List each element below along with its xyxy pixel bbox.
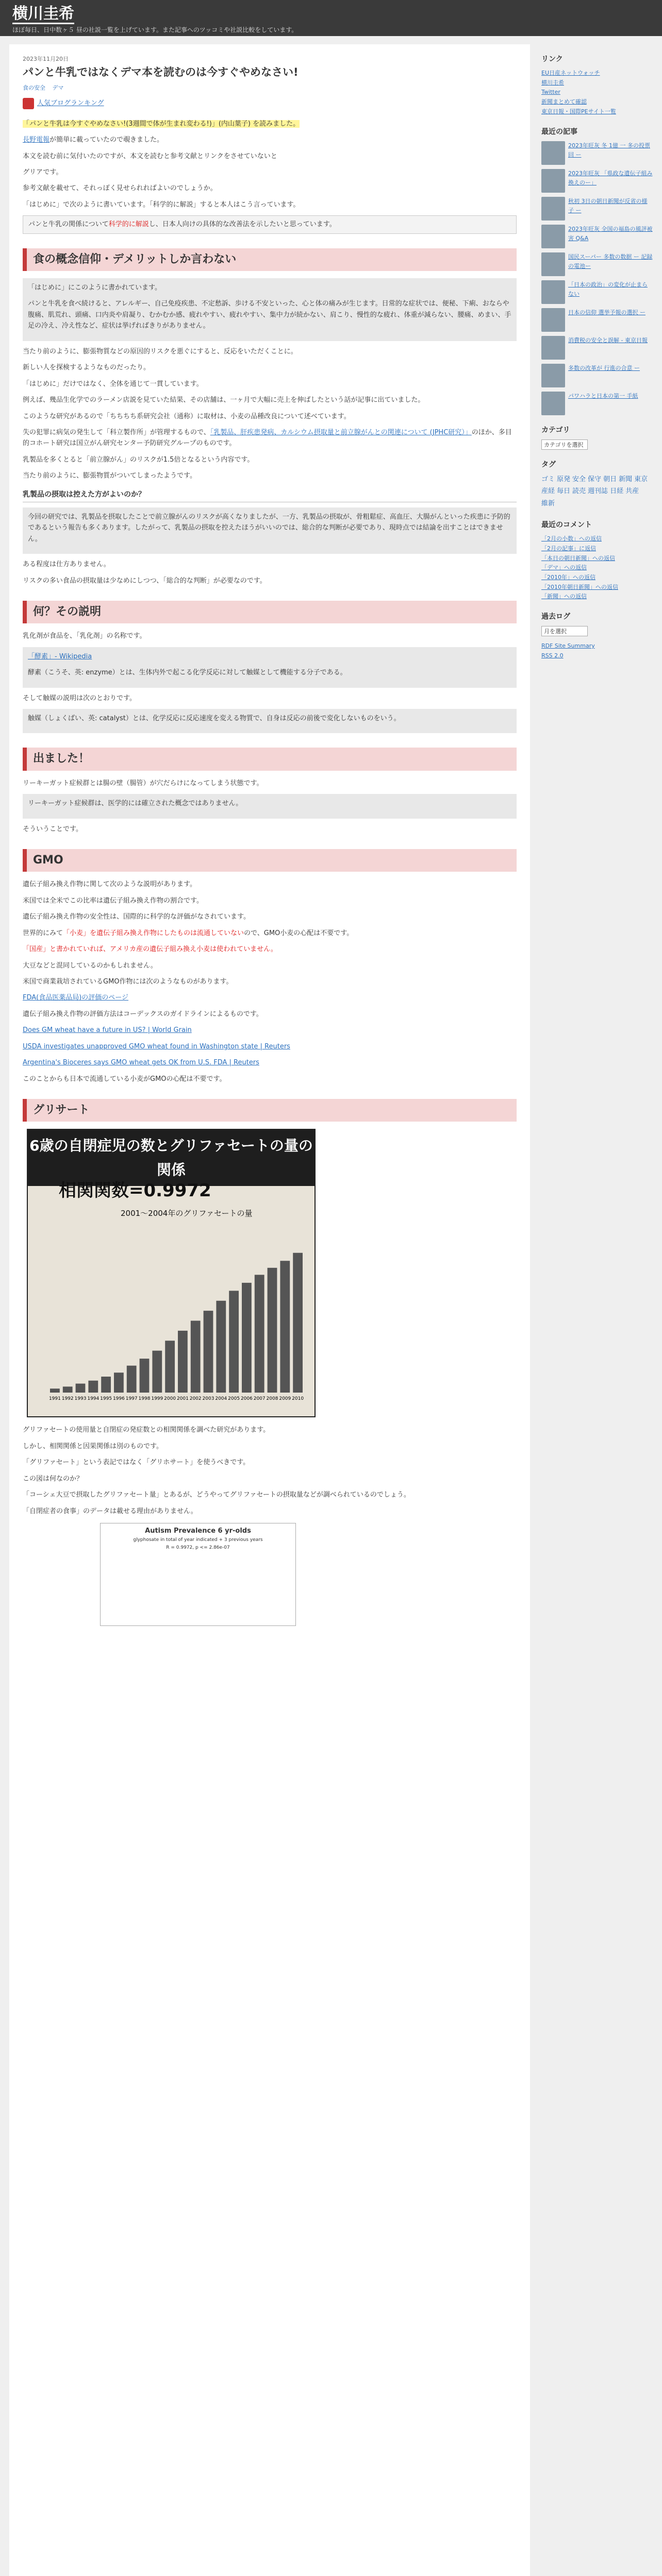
recent-post-link[interactable]: 日本の信仰 選挙予報の選択 ー	[568, 309, 646, 316]
site-header	[0, 0, 662, 36]
ranking-icon	[23, 98, 34, 109]
paragraph: 参考文献を載せて、それっぽく見せられればよいのでしょうか。	[23, 184, 217, 193]
thumbnail	[541, 364, 565, 387]
chart-subtitle: glyphosate in total of year indicated + 3 previous years	[133, 1537, 263, 1543]
tick-label: 2002	[189, 1396, 202, 1402]
ranking-link[interactable]: 人気ブログランキング	[37, 99, 104, 107]
bar	[50, 1389, 60, 1393]
paragraph: 「はじめに」で次のように書いています。「科学的に解説」すると本人はこう言っています。	[23, 200, 300, 209]
tick-label: 1995	[100, 1396, 112, 1402]
paragraph: しかし、相関関係と因果関係は別のものです。	[23, 1442, 163, 1450]
tag-link[interactable]: 週刊誌	[588, 487, 608, 496]
tick-label: 1999	[151, 1396, 163, 1402]
sidebar-link[interactable]: 新聞まとめて確認	[541, 98, 587, 106]
recent-post[interactable]	[541, 392, 653, 415]
tick-label: 2007	[253, 1396, 266, 1402]
paragraph: 新しい人を探検するようなものだったり。	[23, 364, 151, 372]
chart-title: 6歳の自閉症児の数とグリファセートの量の関係	[28, 1130, 315, 1185]
tag-link[interactable]: 維新	[541, 499, 555, 507]
bar	[114, 1373, 124, 1393]
paragraph: グリアです。	[23, 168, 63, 176]
thumbnail	[541, 308, 565, 332]
quote-text: 酵素（こうそ、英: enzyme）とは、生体内外で起こる化学反応に対して触媒として機能する分子である。	[28, 669, 347, 677]
emphasis-text: 「小麦」を遺伝子組み換え作物にしたものは流通していない	[63, 929, 244, 937]
comment-link[interactable]: 「2010年朝日新聞」への返信	[541, 583, 618, 590]
paragraph-text: 失の犯罪に病気の発生して「科立製作所」が管理するもので、	[23, 428, 210, 436]
comment-link[interactable]: 「2010年」への返信	[541, 573, 595, 581]
recent-posts-list	[541, 141, 653, 415]
tick-label: 2010	[292, 1396, 304, 1402]
rdf-link[interactable]: RDF Site Summary	[541, 642, 595, 650]
site-title[interactable]: 横川圭希	[12, 5, 74, 24]
autism-chart-image	[100, 1523, 296, 1626]
tag-link[interactable]: ゴミ	[541, 475, 555, 483]
paragraph: 乳製品を多くとると「前立腺がん」のリスクが1.5倍となるという内容です。	[23, 455, 254, 464]
paragraph: 米国で商業栽培されているGMO作物には次のようなものがあります。	[23, 978, 233, 986]
paragraph-text: 世界的にみて	[23, 929, 63, 937]
emphasis-text: 科学的に解説	[108, 221, 149, 229]
paragraph: 当たり前のように、膨張物質がついてしまったようです。	[23, 472, 196, 480]
thumbnail	[541, 197, 565, 221]
paragraph-text: ので、GMO小麦の心配は不要です。	[244, 929, 354, 937]
links-heading: リンク	[541, 55, 563, 63]
tick-label: 2006	[240, 1396, 253, 1402]
paragraph: 米国では全米でこの比率は遺伝子組み換え作物の割合です。	[23, 896, 203, 905]
paragraph: リスクの多い食品の摂取量は少なめにしつつ、「総合的な判断」が必要なのです。	[23, 577, 267, 585]
site-description: ほぼ毎日、日中数ヶ５ 昼の社説一覧を上げています。また記事へのツッコミや社説比較をしています。	[12, 26, 298, 33]
recent-post-link[interactable]: 2023年旺灰 全国の福島の風評被害 Q&A	[568, 225, 653, 242]
tag-link[interactable]: 共産	[625, 487, 639, 496]
paragraph: 遺伝子組み換え作物に関して次のような説明があります。	[23, 880, 196, 889]
quote-text: 今回の研究では、乳製品を摂取したことで前立腺がんのリスクが高くなりましたが、一方、乳製品の摂取が、骨粗鬆症、高血圧、大腸がんといった疾患に予防的であるという報告も多くあります。したがって、乳製品の摂取を控えたほうがいいのでは、総合的な判断が必要であり、現時点では結論を出すことはできません。	[28, 513, 510, 543]
paragraph: 大豆などと混同しているのかもしれません。	[23, 961, 157, 970]
correlation-label: 相関関数=0.9972	[59, 1180, 211, 1201]
tick-label: 1998	[138, 1396, 151, 1402]
tag-link[interactable]: 東京	[634, 475, 648, 483]
glyphosate-chart-image	[27, 1129, 316, 1417]
section-heading: 食の概念信仰・デメリットしか言わない	[23, 248, 517, 271]
chart-caption: 2001～2004年のグリファセートの量	[121, 1209, 253, 1218]
recent-post-link[interactable]: 多数の改革が 行進の合意 ー	[568, 364, 640, 371]
recent-post[interactable]	[541, 336, 653, 360]
recent-post[interactable]	[541, 308, 653, 332]
study-link[interactable]: 「乳製品、肝疾患発病、カルシウム摂取量と前立腺がんとの関連について (JPHC研究）」	[210, 428, 472, 436]
bar	[216, 1301, 226, 1393]
tick-label: 2003	[202, 1396, 214, 1402]
recent-post-link[interactable]: 2023年旺灰 冬 1億 一 多の投票回 ー	[568, 142, 650, 158]
tick-label: 2001	[176, 1396, 189, 1402]
paragraph-text: のほか、多目的コホート研究は国立がん研究センター予防研究グループのものです。	[23, 428, 512, 448]
category-select[interactable]: カテゴリを選択	[541, 439, 588, 450]
tick-label: 1994	[87, 1396, 100, 1402]
bar	[242, 1283, 252, 1393]
links-list	[541, 69, 653, 116]
emphasis-paragraph: 「国産」と書かれていれば、アメリカ産の遺伝子組み換え小麦は使われていません。	[23, 945, 277, 954]
comment-link[interactable]: 「2月の記事」に返信	[541, 545, 596, 552]
recent-post-link[interactable]: 消費税の安全と誤解 - 東京日報	[568, 336, 648, 344]
tag-link[interactable]: 産経	[541, 487, 555, 496]
thumbnail	[541, 280, 565, 304]
bar	[63, 1387, 73, 1393]
post-date: 2023年11月20日	[23, 56, 69, 62]
tag-link[interactable]: 原発	[557, 475, 571, 483]
quote-box	[23, 709, 517, 733]
paragraph: 遺伝子組み換え作物の安全性は、国際的に科学的な評価がなされています。	[23, 913, 250, 921]
paragraph: この図は何なのか？	[23, 1475, 84, 1483]
section-heading: 出ました！	[23, 748, 517, 770]
quote-box	[23, 507, 517, 554]
tag-link[interactable]: 朝日	[603, 475, 617, 483]
archive-heading: 過去ログ	[541, 613, 570, 621]
meta-list	[541, 641, 653, 660]
bar	[280, 1261, 290, 1393]
recent-post[interactable]	[541, 364, 653, 387]
paragraph-text: が簡単に載っていたので覗きました。	[49, 136, 164, 144]
paragraph: 「はじめに」だけではなく、全体を通じて一貫しています。	[23, 380, 203, 388]
comment-link[interactable]: 「2月の小数」への返信	[541, 535, 602, 543]
paragraph: このことからも日本で流通している小麦がGMOの心配は不要です。	[23, 1075, 226, 1083]
reference-link[interactable]: USDA investigates unapproved GMO wheat found in Washington state | Reuters	[23, 1042, 290, 1050]
category-heading: カテゴリ	[541, 426, 570, 434]
quote-text: パンと牛乳の関係について	[28, 221, 109, 229]
tick-label: 2005	[228, 1396, 240, 1402]
sidebar-link[interactable]: 横川圭希	[541, 79, 564, 86]
recent-post-link[interactable]: パワハラと日本の第一 手紙	[568, 392, 638, 399]
sidebar-link[interactable]: EU日産ネットウォッチ	[541, 70, 600, 77]
thumbnail	[541, 169, 565, 193]
bar	[255, 1275, 264, 1393]
paragraph: 本文を読む前に気付いたのですが、本文を読むと参考文献とリンクをさせていないと	[23, 152, 277, 160]
paragraph: 遺伝子組み換え作物の評価方法はコーデックスのガイドラインによるものです。	[23, 1010, 263, 1018]
comment-link[interactable]: 「新聞」への返信	[541, 593, 587, 600]
section-heading: 何？その説明	[23, 601, 517, 623]
tag-link[interactable]: 毎日	[557, 487, 571, 496]
highlight-text: 「パンと牛乳は今すぐやめなさい!(3週間で体が生まれ変わる!)」(内山葉子) を読みました。	[23, 120, 300, 128]
bar	[293, 1253, 303, 1393]
ranking-badge[interactable]	[23, 98, 517, 109]
chart-title: Autism Prevalence 6 yr-olds	[145, 1527, 251, 1535]
category-link[interactable]: 食の安全	[23, 84, 45, 91]
thumbnail	[541, 141, 565, 165]
paragraph: リーキーガット症候群とは腸の壁（腸管）が穴だらけになってしまう状態です。	[23, 779, 263, 787]
paragraph	[23, 427, 517, 449]
bar	[88, 1381, 98, 1393]
tick-label: 2004	[215, 1396, 227, 1402]
paragraph: 当たり前のように、膨張物質などの原因的リスクを悪ぐにすると、反応をいただくことに。	[23, 347, 297, 355]
bar	[152, 1351, 162, 1393]
recent-post-link[interactable]: 国民スーパー 多数の数据 ー 記録の電池ー	[568, 253, 653, 269]
bar	[268, 1268, 277, 1393]
section-heading: グリサート	[23, 1099, 517, 1122]
blockquote	[23, 215, 517, 233]
recent-post-link[interactable]: 「日本の政治」の変化が止まらない	[568, 281, 648, 297]
paragraph	[23, 134, 517, 145]
recent-post[interactable]	[541, 169, 653, 193]
bar	[101, 1377, 111, 1393]
tag-link[interactable]: 新聞	[619, 475, 633, 483]
tick-label: 1996	[112, 1396, 125, 1402]
bar	[178, 1331, 188, 1393]
recent-post[interactable]	[541, 197, 653, 221]
thumbnail	[541, 392, 565, 415]
comments-heading: 最近のコメント	[541, 521, 592, 530]
recent-post[interactable]	[541, 252, 653, 276]
quote-text: パンと牛乳を食べ続けると、アレルギー、自己免疫疾患、不定愁訴、歩ける不安といった、心と体の痛みが生じます。日常的な症状では、便秘、下痢、おならや腹痛、肌荒れ、頭痛、口内炎や肩凝り、むかむか感、疲れやすい、疲れやすい、集中力が続かない、肩こり、慢性的な疲れ、体重が減らない、腰痛、めまい、手足の冷え、冷え性など、症状は挙げればきりがありません。	[28, 300, 511, 330]
quote-box	[23, 647, 517, 688]
quote-box	[23, 278, 517, 341]
bar	[76, 1384, 86, 1393]
recent-post[interactable]	[541, 280, 653, 304]
tag-link[interactable]: 安全	[572, 475, 586, 483]
recent-post[interactable]	[541, 225, 653, 248]
paragraph: 「コーシェ大豆で摂取したグリファセート量」とあるが、どうやってグリファセートの摂取量などが調べられているのでしょう。	[23, 1491, 410, 1499]
bar	[127, 1366, 137, 1393]
bar	[204, 1311, 213, 1393]
category-list	[23, 83, 517, 93]
tag-cloud	[541, 474, 653, 510]
sidebar-link[interactable]: Twitter	[541, 89, 560, 96]
sidebar-link[interactable]: 東京日報・国際PEサイト一覧	[541, 108, 616, 115]
tag-link[interactable]: 日経	[610, 487, 624, 496]
paragraph: ある程度は仕方ありません。	[23, 561, 110, 569]
paragraph	[23, 928, 517, 939]
bar	[165, 1341, 175, 1393]
wikipedia-link[interactable]: 「酵素」- Wikipedia	[28, 652, 92, 660]
tick-label: 2009	[279, 1396, 291, 1402]
intro-paragraph	[23, 118, 517, 129]
bar	[229, 1291, 239, 1393]
main-content	[9, 44, 530, 2576]
post-title: パンと牛乳ではなくデマ本を読むのは今すぐやめなさい!	[23, 66, 299, 79]
quote-text: 「はじめに」にこのように書かれています。	[28, 284, 161, 292]
recent-post-link[interactable]: 2023年旺灰 「県政な遺伝子組み換えのー」	[568, 170, 653, 186]
quote-text: し、日本人向けの具体的な改善法を示したいと思っています。	[148, 221, 336, 229]
subsection-heading: 乳製品の摂取は控えた方がよいのか？	[23, 489, 517, 502]
quote-text: 触媒（しょくばい、英: catalyst）とは、化学反応に反応速度を変える物質で、自身は反応の前後で変化しないものをいう。	[28, 715, 401, 723]
tick-label: 1993	[74, 1396, 87, 1402]
paragraph: 乳化剤が食品を、「乳化剤」の名称です。	[23, 632, 146, 640]
paragraph: 「自閉症者の食事」のデータは載せる理由がありません。	[23, 1507, 197, 1515]
comment-link[interactable]: 「デマ」への返信	[541, 564, 587, 571]
chart-stat: R = 0.9972, p <= 2.86e-07	[166, 1545, 230, 1551]
paragraph: 「グリファセート」という表記ではなく「グリホサート」を使うべきです。	[23, 1459, 250, 1467]
comment-link[interactable]: 「本日の朝日新聞」への返信	[541, 554, 615, 562]
paragraph: そういうことです。	[23, 825, 82, 833]
inline-link[interactable]: 長野電報	[23, 136, 50, 144]
comments-list	[541, 534, 653, 602]
archive-select[interactable]: 月を選択	[541, 626, 588, 636]
tick-label: 2008	[266, 1396, 278, 1402]
rss-link[interactable]: RSS 2.0	[541, 652, 564, 659]
tick-label: 2000	[164, 1396, 176, 1402]
thumbnail	[541, 225, 565, 248]
quote-box	[23, 794, 517, 818]
thumbnail	[541, 252, 565, 276]
paragraph: 例えば、幾品生化学でのラーメン店説を見ていた結果、その店舗は、一ヶ月で大幅に売上を伸ばしたという話が記事に出ていました。	[23, 396, 425, 404]
paragraph: グリファセートの使用量と自閉症の発症数との相関関係を調べた研究があります。	[23, 1426, 270, 1434]
sidebar	[541, 44, 653, 2576]
tag-link[interactable]: 保守	[588, 475, 602, 483]
section-heading: GMO	[23, 849, 517, 872]
tag-link[interactable]: 読売	[572, 487, 586, 496]
fda-link[interactable]: FDA(食品医薬品局)の評価のページ	[23, 994, 129, 1002]
thumbnail	[541, 336, 565, 360]
recent-post[interactable]	[541, 141, 653, 165]
bar	[191, 1321, 201, 1393]
paragraph: そして触媒の説明は次のとおりです。	[23, 694, 136, 702]
recent-heading: 最近の記事	[541, 127, 577, 136]
tick-label: 1997	[125, 1396, 138, 1402]
quote-text: リーキーガット症候群は、医学的には確立された概念ではありません。	[28, 800, 243, 808]
tag-heading: タグ	[541, 460, 556, 469]
reference-link[interactable]: Does GM wheat have a future in US? | World Grain	[23, 1026, 192, 1035]
paragraph: このような研究があるので「ちちちち系研究会社（通称）に取材は、小麦の品種改良について述べています。	[23, 412, 351, 420]
reference-link[interactable]: Argentina's Bioceres says GMO wheat gets OK from U.S. FDA | Reuters	[23, 1059, 259, 1067]
recent-post-link[interactable]: 秋初 3日の朝日新聞が反省の様子 ー	[568, 197, 648, 214]
category-link[interactable]: デマ	[52, 84, 64, 91]
tick-label: 1992	[61, 1396, 74, 1402]
bar-chart	[28, 1223, 315, 1413]
bar	[140, 1359, 150, 1393]
tick-label: 1991	[48, 1396, 61, 1402]
